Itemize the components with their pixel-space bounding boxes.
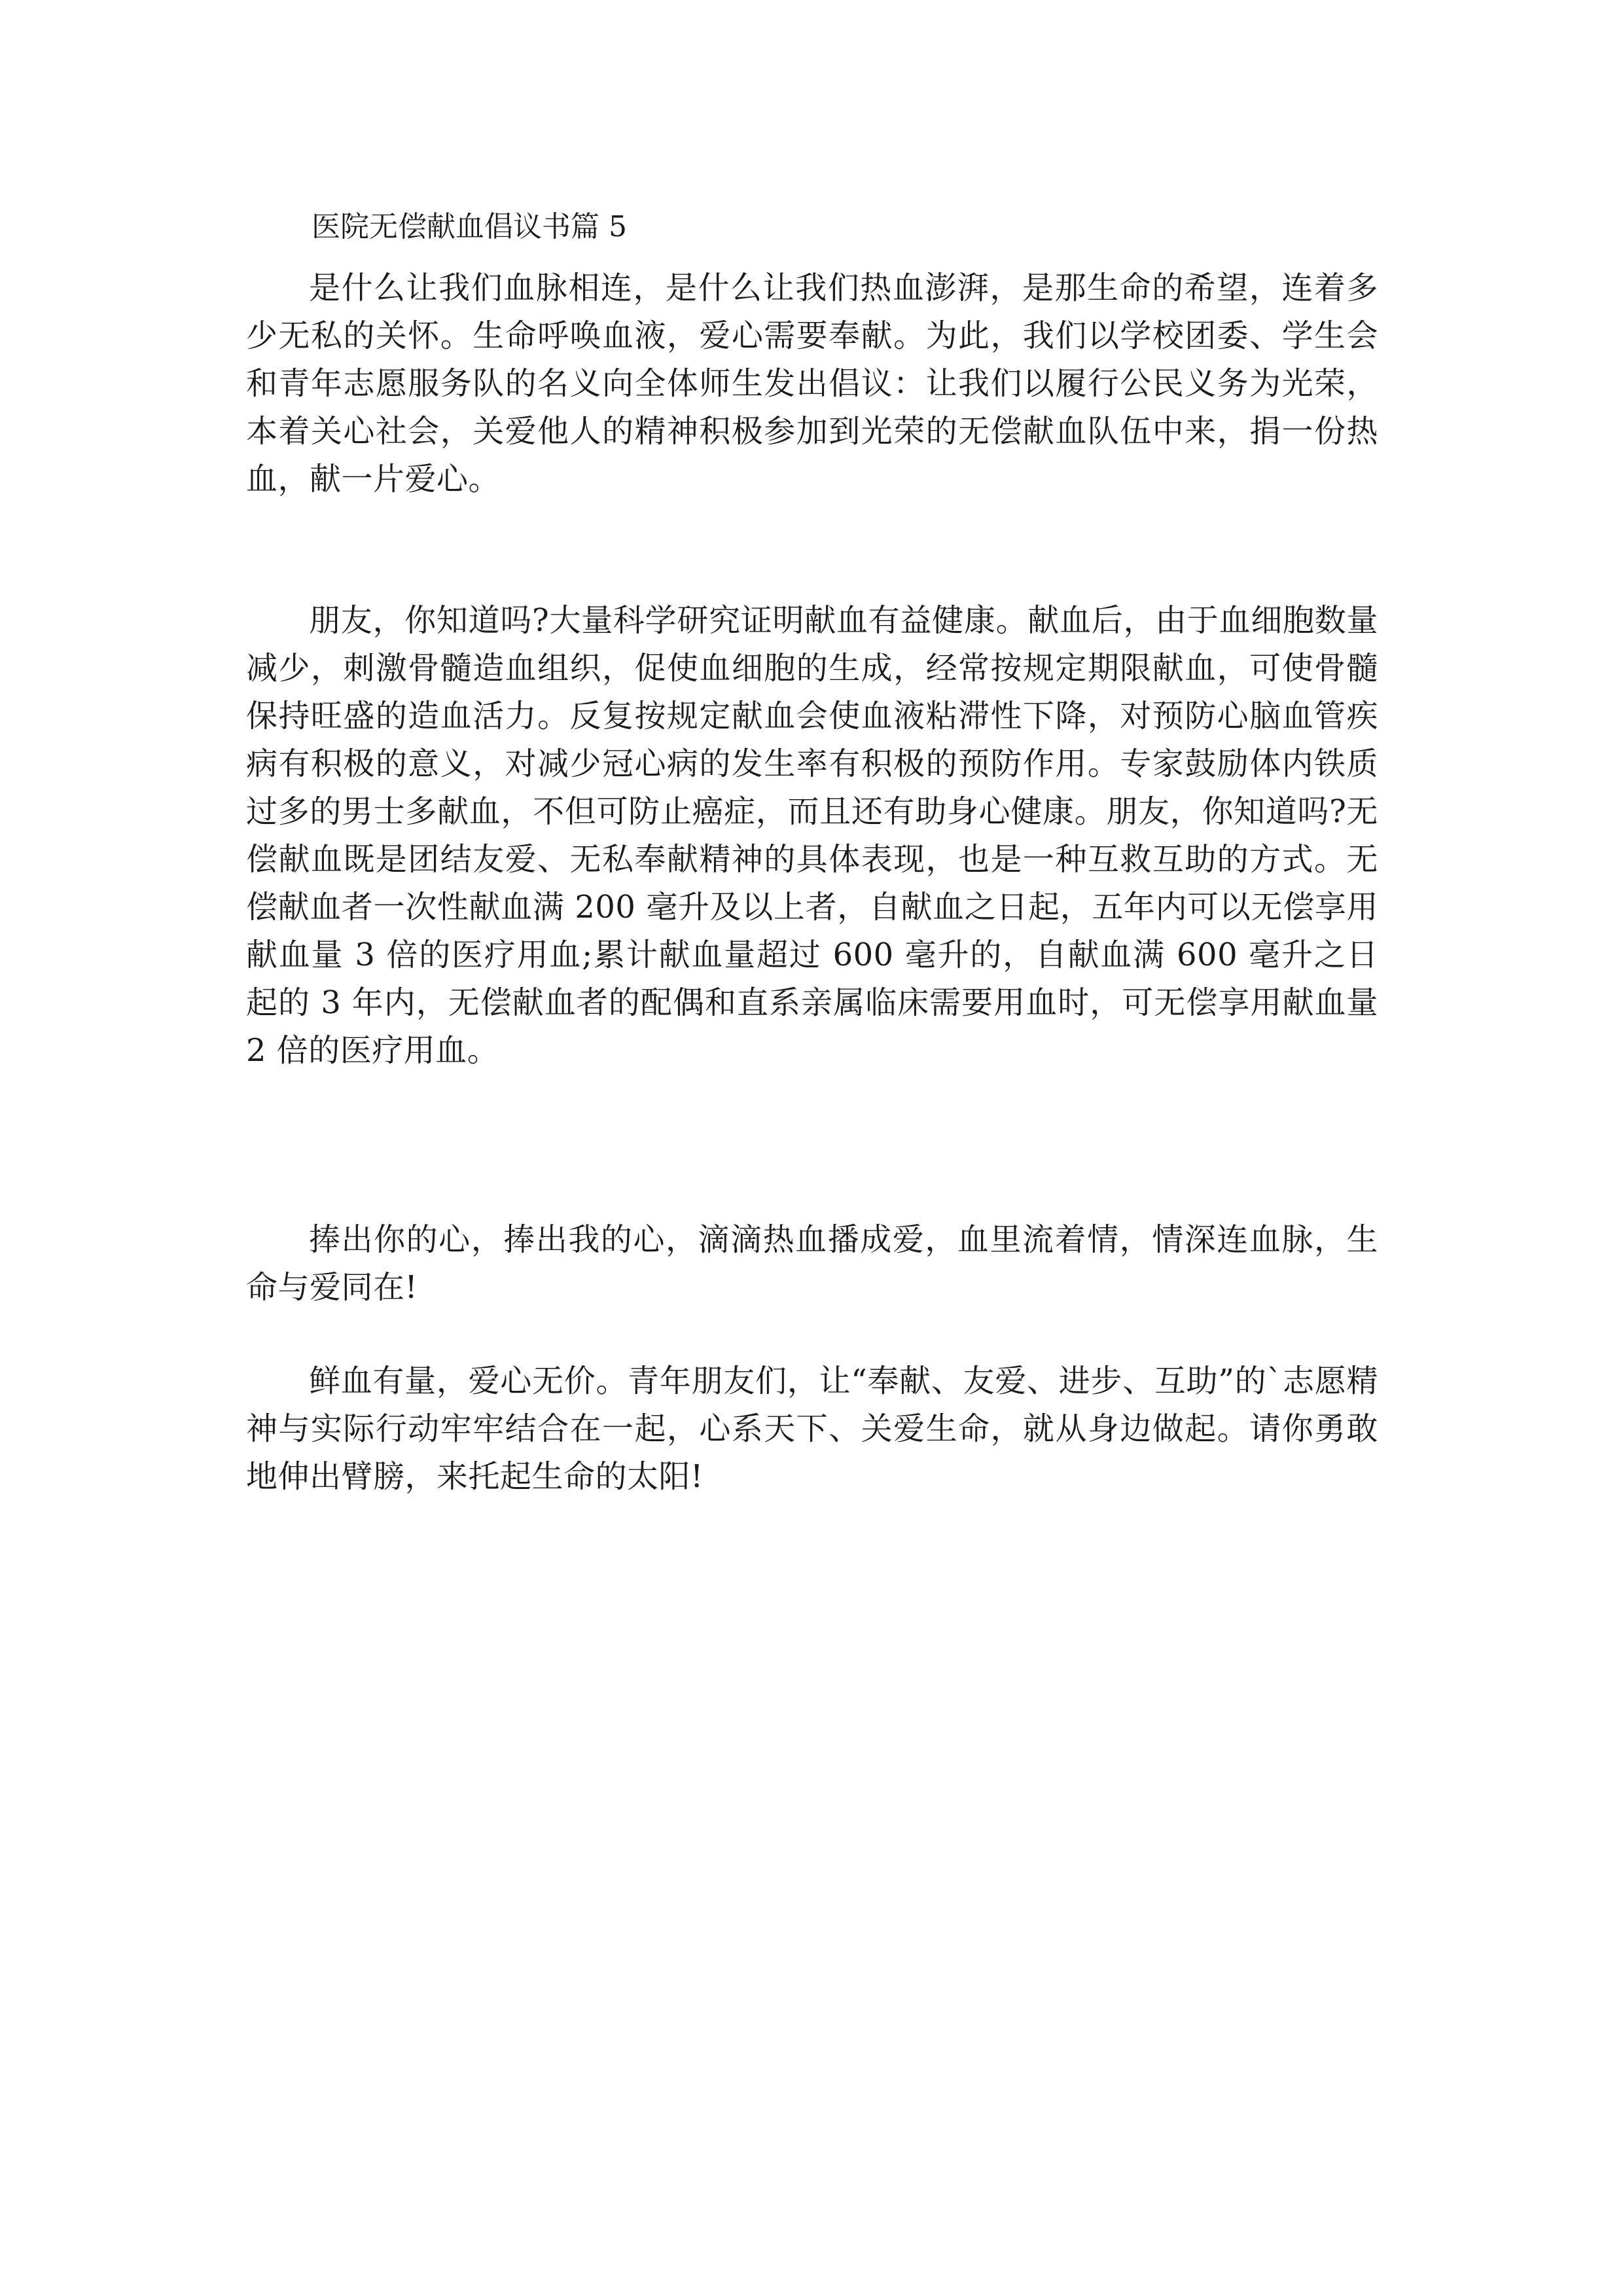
paragraph-heart: 捧出你的心，捧出我的心，滴滴热血播成爱，血里流着情，情深连血脉，生命与爱同在! — [246, 1221, 1378, 1306]
paragraph-closing: 鲜血有量，爱心无价。青年朋友们，让“奉献、友爱、进步、互助”的`志愿精神与实际行动牢牢结合在一起，心系天下、关爱生命，就从身边做起。请你勇敢地伸出臂膀，来托起生命的太阳! — [246, 1363, 1378, 1495]
document-body — [246, 264, 1378, 1501]
paragraph-appeal: 是什么让我们血脉相连，是什么让我们热血澎湃，是那生命的希望，连着多少无私的关怀。生命呼唤血液，爱心需要奉献。为此，我们以学校团委、学生会和青年志愿服务队的名义向全体师生发出倡议：让我们以履行公民义务为光荣，本着关心社会，关爱他人的精神积极参加到光荣的无偿献血队伍中来，捐一份热血，献一片爱心。 — [246, 270, 1378, 497]
paragraph-health-benefits: 朋友，你知道吗?大量科学研究证明献血有益健康。献血后，由于血细胞数量减少，刺激骨髓造血组织，促使血细胞的生成，经常按规定期限献血，可使骨髓保持旺盛的造血活力。反复按规定献血会使血液粘滞性下降，对预防心脑血管疾病有积极的意义，对减少冠心病的发生率有积极的预防作用。专家鼓励体内铁质过多的男士多献血，不但可防止癌症，而且还有助身心健康。朋友，你知道吗?无偿献血既是团结友爱、无私奉献精神的具体表现，也是一种互救互助的方式。无偿献血者一次性献血满 200 毫升及以上者，自献血之日起，五年内可以无偿享用献血量 3 倍的医疗用血;累计献血量超过 600 毫升的，自献血满 600 毫升之日起的 3 年内，无偿献血者的配偶和直系亲属临床需要用血时，可无偿享用献血量 2 倍的医疗用血。 — [246, 602, 1378, 1069]
document-page — [246, 204, 1378, 1501]
document-title: 医院无偿献血倡议书篇 5 — [312, 210, 627, 243]
